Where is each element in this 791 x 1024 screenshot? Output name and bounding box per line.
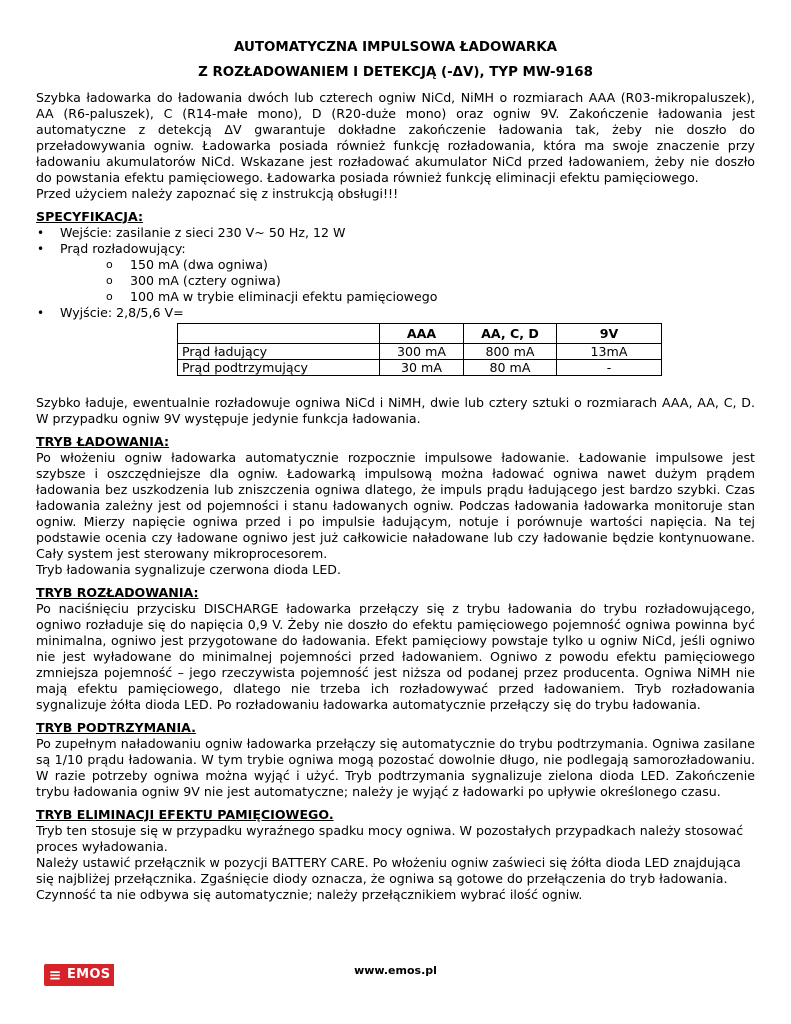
table-cell: 80 mA [464,360,557,376]
intro-paragraph: Szybka ładowarka do ładowania dwóch lub czterech ogniw NiCd, NiMH o rozmiarach AAA (R03-mikropaluszek), AA (R6-paluszek), C (R14-małe mono), D (R20-duże mono) oraz ogniw 9V. Zakończenie ładowania jest automatyczne z detekcją ΔV gwarantuje dokładne zakończenie ładowania tak, żeby nie doszło do przeładowywania ogniw. Ładowarka posiada również funkcję rozładowania, która ma swoje znaczenie przy ładowaniu akumulatorów NiCd. Wskazane jest rozładować akumulator NiCd przed ładowaniem, żeby nie doszło do powstania efektu pamięciowego. Ładowarka posiada również funkcję eliminacji efektu pamięciowego. [36,90,755,185]
document-title-line2: Z ROZŁADOWANIEM I DETEKCJĄ (-ΔV), TYP MW-9168 [198,65,593,80]
table-cell: - [557,360,662,376]
table-header-cell: AA, C, D [464,324,557,344]
document-title-line1: AUTOMATYCZNA IMPULSOWA ŁADOWARKA [234,40,557,55]
discharge-item: o 150 mA (dwa ogniwa) [36,257,755,273]
discharging-heading: TRYB ROZŁADOWANIA: [36,585,199,600]
discharging-section [36,585,755,713]
intro-warning: Przed użyciem należy zapoznać się z instrukcją obsługi!!! [36,186,399,201]
spec-list-output [36,305,755,321]
spec-list [36,225,755,257]
table-cell: 800 mA [464,344,557,360]
discharge-sublist [36,257,755,305]
memory-elimination-line1: Tryb ten stosuje się w przypadku wyraźnego spadku mocy ogniwa. W pozostałych przypadkach należy stosować proces wyładowania. [36,823,744,854]
charging-heading: TRYB ŁADOWANIA: [36,434,170,449]
spec-input: • Wejście: zasilanie z sieci 230 V~ 50 Hz, 12 W [36,225,755,241]
emos-logo-text: EMOS [66,964,114,986]
spec-output: • Wyjście: 2,8/5,6 V= [36,305,755,321]
page-footer [0,960,791,990]
discharge-item: o 100 mA w trybie eliminacji efektu pamięciowego [36,289,755,305]
emos-logo-icon: ≡ [44,964,66,986]
discharge-item: o 300 mA (cztery ogniwa) [36,273,755,289]
charging-section [36,434,755,578]
maintenance-heading: TRYB PODTRZYMANIA. [36,720,196,735]
table-row [178,344,662,360]
table-cell: 30 mA [380,360,464,376]
maintenance-section [36,720,755,800]
table-cell: Prąd podtrzymujący [178,360,380,376]
table-header-cell: 9V [557,324,662,344]
current-table [177,323,662,376]
footer-url: www.emos.pl [354,964,437,977]
charging-signal: Tryb ładowania sygnalizuje czerwona dioda LED. [36,562,341,577]
memory-elimination-section [36,807,755,903]
table-header-cell [178,324,380,344]
spec-discharge-label: Prąd rozładowujący: [60,241,186,256]
charging-body: Po włożeniu ogniw ładowarka automatycznie rozpocznie impulsowe ładowanie. Ładowanie impulsowe jest szybsze i oszczędniejsze dla ogniw. Ładowarką impulsową można ładować ogniwa nawet dużym prądem ładowania bez uszkodzenia lub zniszczenia ogniwa dlatego, że impuls prądu ładującego jest bardzo szybki. Czas ładowania zależny jest od pojemności i stanu ładowanych ogniw. Podczas ładowania ładowarka monitoruje stan ogniw. Mierzy napięcie ogniwa przed i po impulsie ładującym, notuje i porównuje wartości napięcia. Na tej podstawie ocenia czy ładowane ogniwo jest już całkowicie naładowane lub czy ładowanie będzie kontynuowane. Cały system jest sterowany mikroprocesorem. [36,450,755,561]
table-header-cell: AAA [380,324,464,344]
table-cell: Prąd ładujący [178,344,380,360]
spec-section [36,209,755,427]
document-page [36,40,755,903]
maintenance-body: Po zupełnym naładowaniu ogniw ładowarka przełączy się automatycznie do trybu podtrzymania. Ogniwa zasilane są 1/10 prądu ładowania. W tym trybie ogniwa mogą pozostać dowolnie długo, nie podlegają samorozładowaniu. W razie potrzeby ogniwa można wyjąć i użyć. Tryb podtrzymania sygnalizuje zielona dioda LED. Zakończenie trybu ładowania ogniw 9V nie jest automatyczne; należy je wyjąć z ładowarki po upływie określonego czasu. [36,736,755,799]
memory-elimination-line2: Należy ustawić przełącznik w pozycji BATTERY CARE. Po włożeniu ogniw zaświeci się żółta dioda LED znajdująca się najbliżej przełącznika. Zgaśnięcie diody oznacza, że ogniwa są gotowe do przełączenia do tryb ładowania. Czynność ta nie odbywa się automatycznie; należy przełącznikiem wybrać ilość ogniw. [36,855,741,902]
memory-elimination-heading: TRYB ELIMINACJI EFEKTU PAMIĘCIOWEGO. [36,807,334,822]
table-cell: 13mA [557,344,662,360]
table-header-row [178,324,662,344]
table-cell: 300 mA [380,344,464,360]
spec-discharge-current [36,241,755,257]
spec-heading: SPECYFIKACJA: [36,209,144,224]
table-row [178,360,662,376]
discharging-body: Po naciśnięciu przycisku DISCHARGE ładowarka przełączy się z trybu ładowania do trybu rozładowującego, ogniwo rozładuje się do napięcia 0,9 V. Żeby nie doszło do efektu pamięciowego pojemność ogniwa powinna być minimalna, ogniwo jest przygotowane do ładowania. Efekt pamięciowy powstaje tylko u ogniw NiCd, jeśli ogniwo nie jest wyładowane do minimalnej pojemności przed ładowaniem. Ogniwo z powodu efektu pamięciowego zmniejsza pojemność – jego rzeczywista pojemność jest niższa od podanej przez producenta. Ogniwa NiMH nie mają efektu pamięciowego, dlatego nie trzeba ich rozładowywać przed ładowaniem. Tryb rozładowania sygnalizuje żółta dioda LED. Po rozładowaniu ładowarka automatycznie przełączy się do trybu ładowania. [36,601,755,712]
spec-summary: Szybko ładuje, ewentualnie rozładowuje ogniwa NiCd i NiMH, dwie lub cztery sztuki o rozmiarach AAA, AA, C, D. W przypadku ogniw 9V występuje jedynie funkcja ładowania. [36,395,755,426]
